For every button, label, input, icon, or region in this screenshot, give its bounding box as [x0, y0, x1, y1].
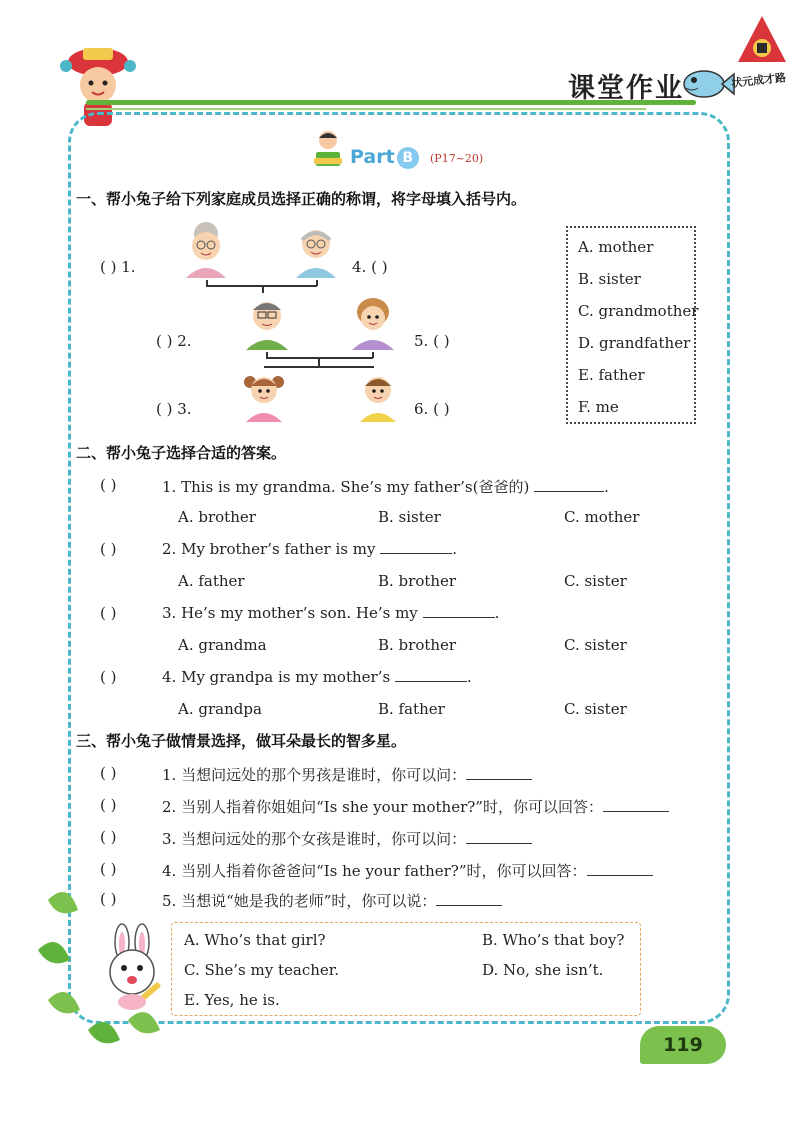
s2-q2-stem: 2. My brother’s father is my .	[162, 540, 457, 558]
s3-q1-stem: 1. 当想问远处的那个男孩是谁时，你可以问：	[162, 764, 532, 785]
section1-title: 一、帮小兔子给下列家庭成员选择正确的称谓，将字母填入括号内。	[76, 190, 527, 208]
answer-blank[interactable]	[466, 830, 532, 844]
s1-item-4[interactable]: 4. ( )	[352, 258, 388, 276]
answer-option-a: A. Who’s that girl?	[184, 931, 326, 949]
s2-q2-option-c[interactable]: C. sister	[564, 572, 627, 590]
girl-me-illustration	[236, 366, 292, 424]
s2-q4-option-c[interactable]: C. sister	[564, 700, 627, 718]
answer-blank[interactable]	[587, 862, 653, 876]
s2-q2-option-b[interactable]: B. brother	[378, 572, 457, 590]
part-label: Part	[350, 146, 395, 168]
option-a: A. mother	[578, 238, 654, 256]
answer-blank[interactable]	[603, 798, 669, 812]
page-title: 课堂作业	[568, 73, 684, 104]
s2-q4-stem: 4. My grandpa is my mother’s .	[162, 668, 472, 686]
leaf-decoration	[28, 880, 168, 1060]
s3-q1-paren[interactable]: ( )	[100, 764, 117, 782]
s3-q3-stem: 3. 当想问远处的那个女孩是谁时，你可以问：	[162, 828, 532, 849]
s2-q1-paren[interactable]: ( )	[100, 476, 117, 494]
page-number: 119	[640, 1026, 726, 1064]
answer-option-d: D. No, she isn’t.	[482, 961, 604, 979]
s2-q3-option-c[interactable]: C. sister	[564, 636, 627, 654]
options-box	[566, 226, 699, 424]
answer-option-c: C. She’s my teacher.	[184, 961, 340, 979]
s2-q1-option-a[interactable]: A. brother	[178, 508, 256, 526]
s3-q3-paren[interactable]: ( )	[100, 828, 117, 846]
tree-connector	[264, 366, 374, 368]
grandmother-illustration	[178, 220, 234, 280]
answer-blank[interactable]	[423, 604, 495, 618]
section3-title: 三、帮小兔子做情景选择，做耳朵最长的智多星。	[76, 732, 407, 750]
brand-name: 状元成才路	[730, 71, 787, 90]
option-c: C. grandmother	[578, 302, 699, 320]
s2-q1-stem: 1. This is my grandma. She’s my father’s(爸爸的) .	[162, 478, 609, 496]
s2-q1-option-b[interactable]: B. sister	[378, 508, 441, 526]
part-page-range: (P17~20)	[430, 152, 484, 165]
reading-kid-icon	[308, 128, 348, 170]
grandfather-illustration	[288, 220, 344, 280]
answer-blank[interactable]	[436, 892, 502, 906]
s1-item-1[interactable]: ( ) 1.	[100, 258, 136, 276]
s2-q3-stem: 3. He’s my mother’s son. He’s my .	[162, 604, 500, 622]
answer-option-b: B. Who’s that boy?	[482, 931, 625, 949]
answer-blank[interactable]	[466, 766, 532, 780]
tree-connector	[266, 357, 373, 359]
brand-logo-icon	[736, 14, 788, 66]
s3-q5-stem: 5. 当想说“她是我的老师”时，你可以说：	[162, 890, 502, 911]
s2-q4-paren[interactable]: ( )	[100, 668, 117, 686]
option-e: E. father	[578, 366, 645, 384]
s2-q1-option-c[interactable]: C. mother	[564, 508, 640, 526]
s3-q4-stem: 4. 当别人指着你爸爸问“Is he your father?”时，你可以回答：	[162, 860, 653, 881]
boy-brother-illustration	[350, 366, 406, 424]
s1-item-3[interactable]: ( ) 3.	[156, 400, 192, 418]
s1-item-6[interactable]: 6. ( )	[414, 400, 450, 418]
section2-title: 二、帮小兔子选择合适的答案。	[76, 444, 287, 462]
answer-blank[interactable]	[380, 540, 452, 554]
answer-blank[interactable]	[534, 478, 604, 492]
option-b: B. sister	[578, 270, 641, 288]
tree-connector	[262, 285, 264, 293]
option-d: D. grandfather	[578, 334, 691, 352]
s1-item-2[interactable]: ( ) 2.	[156, 332, 192, 350]
s2-q3-option-a[interactable]: A. grandma	[178, 636, 267, 654]
answer-option-e: E. Yes, he is.	[184, 991, 280, 1009]
mother-illustration	[344, 292, 402, 352]
answer-blank[interactable]	[395, 668, 467, 682]
s3-q2-stem: 2. 当别人指着你姐姐问“Is she your mother?”时，你可以回答：	[162, 796, 669, 817]
s3-q5-paren[interactable]: ( )	[100, 890, 117, 908]
header-rule-thin	[86, 108, 646, 110]
s2-q2-option-a[interactable]: A. father	[178, 572, 245, 590]
part-heading	[350, 146, 419, 169]
s2-q4-option-b[interactable]: B. father	[378, 700, 445, 718]
s2-q3-paren[interactable]: ( )	[100, 604, 117, 622]
father-illustration	[238, 292, 296, 352]
s2-q2-paren[interactable]: ( )	[100, 540, 117, 558]
s2-q4-option-a[interactable]: A. grandpa	[178, 700, 262, 718]
fish-mascot-icon	[676, 58, 736, 108]
answer-options-box	[171, 922, 641, 1016]
s1-item-5[interactable]: 5. ( )	[414, 332, 450, 350]
option-f: F. me	[578, 398, 619, 416]
s3-q4-paren[interactable]: ( )	[100, 860, 117, 878]
s3-q2-paren[interactable]: ( )	[100, 796, 117, 814]
s2-q3-option-b[interactable]: B. brother	[378, 636, 457, 654]
part-letter-badge: B	[397, 147, 419, 169]
